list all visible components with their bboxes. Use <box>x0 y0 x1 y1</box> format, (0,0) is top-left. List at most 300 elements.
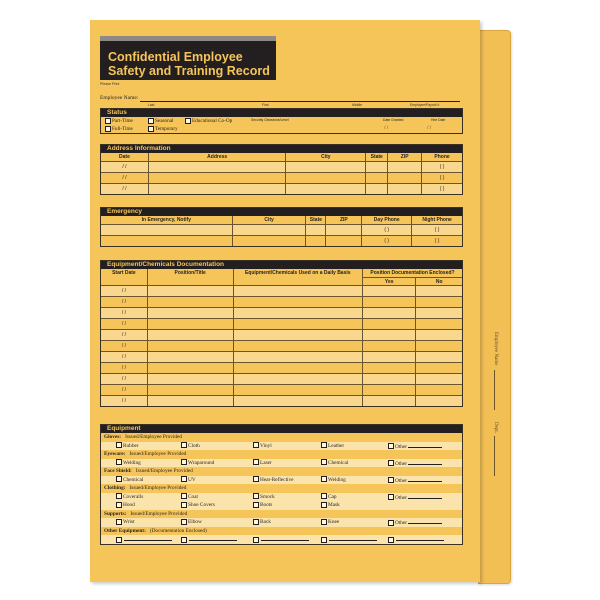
yes-cell[interactable] <box>363 286 416 296</box>
city-cell[interactable] <box>286 184 366 194</box>
other-write-in-line[interactable] <box>408 459 442 465</box>
full-time-checkbox[interactable] <box>105 126 111 132</box>
equipment-checkbox[interactable] <box>321 442 327 448</box>
equipment-checkbox[interactable] <box>181 493 187 499</box>
equipment-options-row <box>101 535 462 544</box>
no-cell[interactable] <box>416 341 462 351</box>
city-cell[interactable] <box>286 173 366 183</box>
city-cell[interactable] <box>233 225 307 235</box>
equipment-option-label: Cap <box>328 493 337 500</box>
equipment-option-label: Hood <box>123 502 135 508</box>
address-col-zip: ZIP <box>388 153 422 161</box>
city-cell[interactable] <box>233 236 307 246</box>
start-date-cell[interactable]: / / <box>101 297 148 307</box>
address-cell[interactable] <box>149 162 287 172</box>
equipment-cell[interactable] <box>234 297 364 307</box>
equipment-heading: Equipment <box>101 425 462 433</box>
part-time-label: Part-Time <box>112 118 133 125</box>
equipment-docs-column-header <box>101 269 462 285</box>
zip-cell[interactable] <box>388 184 422 194</box>
start-date-cell[interactable]: / / <box>101 374 148 384</box>
payroll-sublabel: Employee/Payroll # <box>410 103 440 107</box>
back-dept-label: Dept. <box>493 422 498 433</box>
address-column-header <box>101 153 462 161</box>
start-date-cell[interactable]: / / <box>101 286 148 296</box>
employee-name-field[interactable] <box>140 101 460 102</box>
state-cell[interactable] <box>366 173 388 183</box>
equipment-category <box>101 527 462 536</box>
no-cell[interactable] <box>416 363 462 373</box>
temporary-checkbox[interactable] <box>148 126 154 132</box>
part-time-checkbox[interactable] <box>105 118 111 124</box>
equipment-option-label: Rubber <box>123 442 139 449</box>
yes-cell[interactable] <box>363 297 416 307</box>
equipment-option[interactable] <box>181 501 215 510</box>
phone-cell[interactable]: ( ) <box>439 164 445 170</box>
position-cell[interactable] <box>148 330 234 340</box>
equipment-checkbox[interactable] <box>321 493 327 499</box>
table-row[interactable] <box>101 235 462 246</box>
back-dept-line <box>494 436 495 476</box>
equipment-docs-section <box>100 260 463 407</box>
no-cell[interactable] <box>416 385 462 395</box>
please-print-note: Please Print <box>100 82 120 86</box>
date-cell[interactable]: / / <box>101 184 149 194</box>
equipment-checkbox[interactable] <box>253 442 259 448</box>
equipment-checkbox[interactable] <box>181 502 187 508</box>
emergency-heading: Emergency <box>101 208 462 216</box>
equipment-option-label: Smock <box>260 493 275 500</box>
seasonal-checkbox[interactable] <box>148 118 154 124</box>
emergency-column-header <box>101 216 462 224</box>
equipment-option-label: Elbow <box>188 519 202 525</box>
equipment-option-label: Leather <box>328 442 345 449</box>
equipment-category <box>101 510 462 519</box>
title-line-2: Safety and Training Record <box>108 64 270 78</box>
position-cell[interactable] <box>148 396 234 406</box>
other-write-in-line[interactable] <box>124 535 172 541</box>
equipment-option[interactable] <box>253 459 272 468</box>
table-row[interactable] <box>101 172 462 183</box>
no-cell[interactable] <box>416 286 462 296</box>
temporary-option[interactable] <box>148 126 178 132</box>
equipment-docs-rows <box>101 285 462 406</box>
zip-cell[interactable] <box>388 173 422 183</box>
equipment-option[interactable] <box>116 535 172 545</box>
equipment-checkbox[interactable] <box>253 537 259 543</box>
equipment-option-label: Coat <box>188 493 199 500</box>
equipment-option[interactable] <box>321 476 346 485</box>
other-write-in-line[interactable] <box>396 535 444 541</box>
equipment-cell[interactable] <box>234 363 364 373</box>
equipment-option[interactable] <box>388 518 442 528</box>
table-row[interactable] <box>101 373 462 384</box>
seasonal-label: Seasonal <box>155 118 174 125</box>
equipment-checkbox[interactable] <box>253 493 259 499</box>
equipment-option[interactable] <box>181 518 202 527</box>
equipment-option[interactable] <box>116 476 143 485</box>
yes-cell[interactable] <box>363 374 416 384</box>
equipment-checkbox[interactable] <box>116 459 122 465</box>
equipment-option-label: Welding <box>123 459 141 466</box>
equipment-category <box>101 450 462 459</box>
equipment-section <box>100 424 463 545</box>
position-cell[interactable] <box>148 363 234 373</box>
other-write-in-line[interactable] <box>329 535 377 541</box>
docs-col-enclosed-label: Position Documentation Enclosed? <box>370 270 455 276</box>
emergency-col-zip: ZIP <box>326 216 362 224</box>
other-write-in-line[interactable] <box>261 535 309 541</box>
equipment-cell[interactable] <box>234 286 364 296</box>
night-phone-cell[interactable]: ( ) <box>434 238 440 244</box>
equipment-option-label: Boots <box>260 502 273 508</box>
equipment-checkbox[interactable] <box>321 459 327 465</box>
back-name-line <box>494 370 495 410</box>
equipment-category <box>101 484 462 493</box>
equipment-category <box>101 467 462 476</box>
phone-cell[interactable]: ( ) <box>439 175 445 181</box>
security-clearance-label: Security Clearance/Level <box>251 118 289 122</box>
yes-cell[interactable] <box>363 308 416 318</box>
temporary-label: Temporary <box>155 126 178 133</box>
hire-date-label: Hire Date <box>431 118 446 122</box>
first-sublabel: First <box>262 103 269 107</box>
equipment-checkbox[interactable] <box>388 494 394 500</box>
start-date-cell[interactable]: / / <box>101 308 148 318</box>
address-col-state: State <box>366 153 388 161</box>
equipment-option-label: Welding <box>328 476 346 483</box>
equipment-option[interactable] <box>253 535 309 545</box>
emergency-col-night-phone: Night Phone <box>422 217 452 223</box>
equipment-option-label: Shoe Covers <box>188 502 215 508</box>
equipment-checkbox[interactable] <box>181 476 187 482</box>
edu-coop-checkbox[interactable] <box>185 118 191 124</box>
full-time-option[interactable] <box>105 126 133 132</box>
table-row[interactable] <box>101 183 462 194</box>
equipment-checkbox[interactable] <box>388 460 394 466</box>
equipment-category-label: Other Equipment: <box>104 527 146 534</box>
equipment-category-note: Issued/Employee Provided <box>129 485 187 491</box>
equipment-option-label: Chemical <box>123 476 144 483</box>
zip-cell[interactable] <box>388 162 422 172</box>
equipment-checkbox[interactable] <box>181 519 187 525</box>
equipment-checkbox[interactable] <box>253 459 259 465</box>
start-date-cell[interactable]: / / <box>101 341 148 351</box>
middle-sublabel: Middle <box>352 103 362 107</box>
edu-coop-option[interactable] <box>185 118 232 124</box>
address-cell[interactable] <box>149 173 287 183</box>
table-row[interactable] <box>101 384 462 395</box>
table-row[interactable] <box>101 296 462 307</box>
docs-col-position: Position/Title <box>148 269 234 285</box>
equipment-checkbox[interactable] <box>116 493 122 499</box>
yes-cell[interactable] <box>363 330 416 340</box>
yes-cell[interactable] <box>363 396 416 406</box>
table-row[interactable] <box>101 329 462 340</box>
equipment-option[interactable] <box>321 459 348 468</box>
seasonal-option[interactable] <box>148 118 173 124</box>
emergency-col-notify: In Emergency, Notify <box>101 216 233 224</box>
equipment-cell[interactable] <box>234 396 364 406</box>
address-col-city: City <box>286 153 366 161</box>
equipment-cell[interactable] <box>234 330 364 340</box>
equipment-option[interactable] <box>116 493 143 502</box>
other-write-in-line[interactable] <box>408 493 442 499</box>
equipment-cell[interactable] <box>234 319 364 329</box>
docs-col-enclosed <box>363 269 462 285</box>
state-cell[interactable] <box>306 225 326 235</box>
equipment-options-row <box>101 459 462 468</box>
equipment-option[interactable] <box>181 459 214 468</box>
position-cell[interactable] <box>148 297 234 307</box>
equipment-category <box>101 433 462 442</box>
status-heading: Status <box>101 109 462 117</box>
equipment-cell[interactable] <box>234 374 364 384</box>
table-row[interactable] <box>101 318 462 329</box>
equipment-checkbox[interactable] <box>321 476 327 482</box>
yes-cell[interactable] <box>363 341 416 351</box>
yes-cell[interactable] <box>363 385 416 395</box>
equipment-option[interactable] <box>253 493 275 502</box>
equipment-checkbox[interactable] <box>253 519 259 525</box>
emergency-col-city: City <box>233 216 307 224</box>
start-date-cell[interactable]: / / <box>101 330 148 340</box>
equipment-option-label: Other <box>395 520 408 526</box>
state-cell[interactable] <box>306 236 326 246</box>
equipment-checkbox[interactable] <box>116 476 122 482</box>
equipment-options-row <box>101 442 462 451</box>
day-phone-cell[interactable]: ( ) <box>362 225 412 235</box>
equipment-cell[interactable] <box>234 341 364 351</box>
equipment-option[interactable] <box>181 442 200 451</box>
phone-cell[interactable]: ( ) <box>439 186 445 192</box>
table-row[interactable] <box>101 307 462 318</box>
equipment-option[interactable] <box>253 501 272 510</box>
night-phone-cell[interactable]: ( ) <box>434 227 440 233</box>
no-cell[interactable] <box>416 330 462 340</box>
equipment-option-label: Mask <box>328 502 340 508</box>
equipment-option[interactable] <box>388 476 442 486</box>
table-row[interactable] <box>101 285 462 296</box>
status-section <box>100 108 463 134</box>
no-cell[interactable] <box>416 319 462 329</box>
equipment-option-label: Other <box>395 443 408 450</box>
start-date-cell[interactable]: / / <box>101 352 148 362</box>
notify-cell[interactable] <box>101 236 233 246</box>
address-col-address: Address <box>149 153 287 161</box>
no-cell[interactable] <box>416 297 462 307</box>
notify-cell[interactable] <box>101 225 233 235</box>
equipment-option[interactable] <box>181 535 237 545</box>
address-cell[interactable] <box>149 184 287 194</box>
equipment-checkbox[interactable] <box>321 502 327 508</box>
equipment-checkbox[interactable] <box>321 519 327 525</box>
equipment-options-row <box>101 501 462 510</box>
equipment-option-label: Wrist <box>123 519 135 525</box>
yes-cell[interactable] <box>363 363 416 373</box>
equipment-option-label: Back <box>260 519 271 525</box>
start-date-cell[interactable]: / / <box>101 385 148 395</box>
table-row[interactable] <box>101 362 462 373</box>
position-cell[interactable] <box>148 286 234 296</box>
equipment-docs-heading: Equipment/Chemicals Documentation <box>101 261 462 269</box>
equipment-options-row <box>101 518 462 527</box>
equipment-option[interactable] <box>181 476 196 485</box>
position-cell[interactable] <box>148 385 234 395</box>
equipment-checkbox[interactable] <box>253 502 259 508</box>
equipment-option[interactable] <box>181 493 198 502</box>
start-date-cell[interactable]: / / <box>101 363 148 373</box>
equipment-category-note: Issued/Employee Provided <box>130 510 188 517</box>
equipment-checkbox[interactable] <box>388 443 394 449</box>
position-cell[interactable] <box>148 352 234 362</box>
equipment-option-label: Coveralls <box>123 493 144 500</box>
equipment-option-label: Wraparound <box>188 459 215 466</box>
table-row[interactable] <box>101 351 462 362</box>
state-cell[interactable] <box>366 162 388 172</box>
equipment-option-label: Chemical <box>328 459 349 466</box>
other-write-in-line[interactable] <box>189 535 237 541</box>
yes-cell[interactable] <box>363 352 416 362</box>
equipment-checkbox[interactable] <box>388 477 394 483</box>
equipment-category-label: Gloves: <box>104 434 122 440</box>
equipment-option-label: Laser <box>260 459 272 466</box>
equipment-option[interactable] <box>253 442 272 451</box>
state-cell[interactable] <box>366 184 388 194</box>
form-title <box>100 36 276 80</box>
table-row[interactable] <box>101 340 462 351</box>
equipment-option-label: Other <box>395 460 408 467</box>
zip-cell[interactable] <box>326 236 362 246</box>
no-cell[interactable] <box>416 308 462 318</box>
city-cell[interactable] <box>286 162 366 172</box>
date-cell[interactable]: / / <box>101 162 149 172</box>
docs-col-no: No <box>435 279 443 285</box>
equipment-checkbox[interactable] <box>321 537 327 543</box>
equipment-category-note: (Documentation Enclosed) <box>149 527 207 534</box>
edu-coop-label: Educational Co-Op <box>192 118 233 125</box>
no-cell[interactable] <box>416 352 462 362</box>
equipment-category-note: Issued/Employee Provided <box>135 468 193 474</box>
equipment-checkbox[interactable] <box>388 537 394 543</box>
table-row[interactable] <box>101 161 462 172</box>
equipment-checkbox[interactable] <box>116 502 122 508</box>
emergency-col-day-phone: Day Phone <box>362 216 412 224</box>
equipment-option[interactable] <box>321 535 377 545</box>
equipment-options-row <box>101 493 462 502</box>
docs-col-equipment: Equipment/Chemicals Used on a Daily Basis <box>234 269 364 285</box>
yes-cell[interactable] <box>363 319 416 329</box>
date-cell[interactable]: / / <box>101 173 149 183</box>
equipment-checkbox[interactable] <box>181 459 187 465</box>
part-time-option[interactable] <box>105 118 133 124</box>
equipment-option-label: Other <box>395 477 408 484</box>
equipment-category-note: Issued/Employee Provided <box>129 451 187 457</box>
no-cell[interactable] <box>416 396 462 406</box>
equipment-option[interactable] <box>116 442 139 451</box>
other-write-in-line[interactable] <box>408 476 442 482</box>
equipment-category-label: Supports: <box>104 510 127 517</box>
emergency-col-state: State <box>306 216 326 224</box>
equipment-option[interactable] <box>321 442 344 451</box>
docs-col-start-date: Start Date <box>101 269 148 285</box>
no-cell[interactable] <box>416 374 462 384</box>
other-write-in-line[interactable] <box>408 442 442 448</box>
equipment-option-label: Vinyl <box>260 442 272 449</box>
equipment-option[interactable] <box>321 501 340 510</box>
equipment-checkbox[interactable] <box>116 442 122 448</box>
equipment-option[interactable] <box>388 442 442 452</box>
position-cell[interactable] <box>148 341 234 351</box>
start-date-cell[interactable]: / / <box>101 396 148 406</box>
equipment-option-label: UV <box>188 476 196 483</box>
equipment-option[interactable] <box>253 518 271 527</box>
address-section <box>100 144 463 195</box>
record-folder <box>90 20 480 582</box>
hire-date-field[interactable]: / / <box>427 125 432 131</box>
equipment-body <box>101 433 462 544</box>
equipment-category-label: Clothing: <box>104 485 126 491</box>
equipment-option[interactable] <box>321 493 337 502</box>
equipment-cell[interactable] <box>234 385 364 395</box>
equipment-cell[interactable] <box>234 308 364 318</box>
zip-cell[interactable] <box>326 225 362 235</box>
equipment-option-label: Other <box>395 494 408 501</box>
date-granted-field[interactable]: / / <box>384 125 389 131</box>
position-cell[interactable] <box>148 374 234 384</box>
back-folder <box>478 30 511 584</box>
equipment-cell[interactable] <box>234 352 364 362</box>
date-granted-label: Date Granted <box>383 118 404 122</box>
full-time-label: Full-Time <box>112 126 133 133</box>
equipment-option[interactable] <box>388 535 444 545</box>
address-col-phone: Phone <box>434 154 450 160</box>
equipment-option[interactable] <box>116 501 135 510</box>
position-cell[interactable] <box>148 319 234 329</box>
equipment-option-label: Knee <box>328 519 340 525</box>
equipment-checkbox[interactable] <box>181 537 187 543</box>
day-phone-cell[interactable]: ( ) <box>362 236 412 246</box>
equipment-category-note: Issued/Employee Provided <box>125 434 183 440</box>
other-write-in-line[interactable] <box>408 518 442 524</box>
equipment-options-row <box>101 476 462 485</box>
equipment-checkbox[interactable] <box>116 519 122 525</box>
start-date-cell[interactable]: / / <box>101 319 148 329</box>
equipment-checkbox[interactable] <box>181 442 187 448</box>
equipment-checkbox[interactable] <box>116 537 122 543</box>
equipment-option-label: Cloth <box>188 442 200 449</box>
table-row[interactable] <box>101 395 462 406</box>
equipment-checkbox[interactable] <box>388 520 394 526</box>
equipment-option[interactable] <box>116 459 141 468</box>
equipment-option[interactable] <box>253 476 294 485</box>
equipment-checkbox[interactable] <box>253 476 259 482</box>
position-cell[interactable] <box>148 308 234 318</box>
equipment-option[interactable] <box>321 518 339 527</box>
employee-name-label: Employee Name: <box>100 95 139 101</box>
back-employee-name-label: Employee Name <box>493 332 498 366</box>
address-heading: Address Information <box>101 145 462 153</box>
last-sublabel: Last <box>148 103 155 107</box>
status-body <box>101 117 462 133</box>
emergency-section <box>100 207 463 247</box>
equipment-option[interactable] <box>116 518 135 527</box>
table-row[interactable] <box>101 224 462 235</box>
equipment-option[interactable] <box>388 459 442 469</box>
equipment-category-label: Eyeware: <box>104 451 126 457</box>
address-col-date: Date <box>101 153 149 161</box>
equipment-option-label: Heat-Reflective <box>260 476 294 483</box>
